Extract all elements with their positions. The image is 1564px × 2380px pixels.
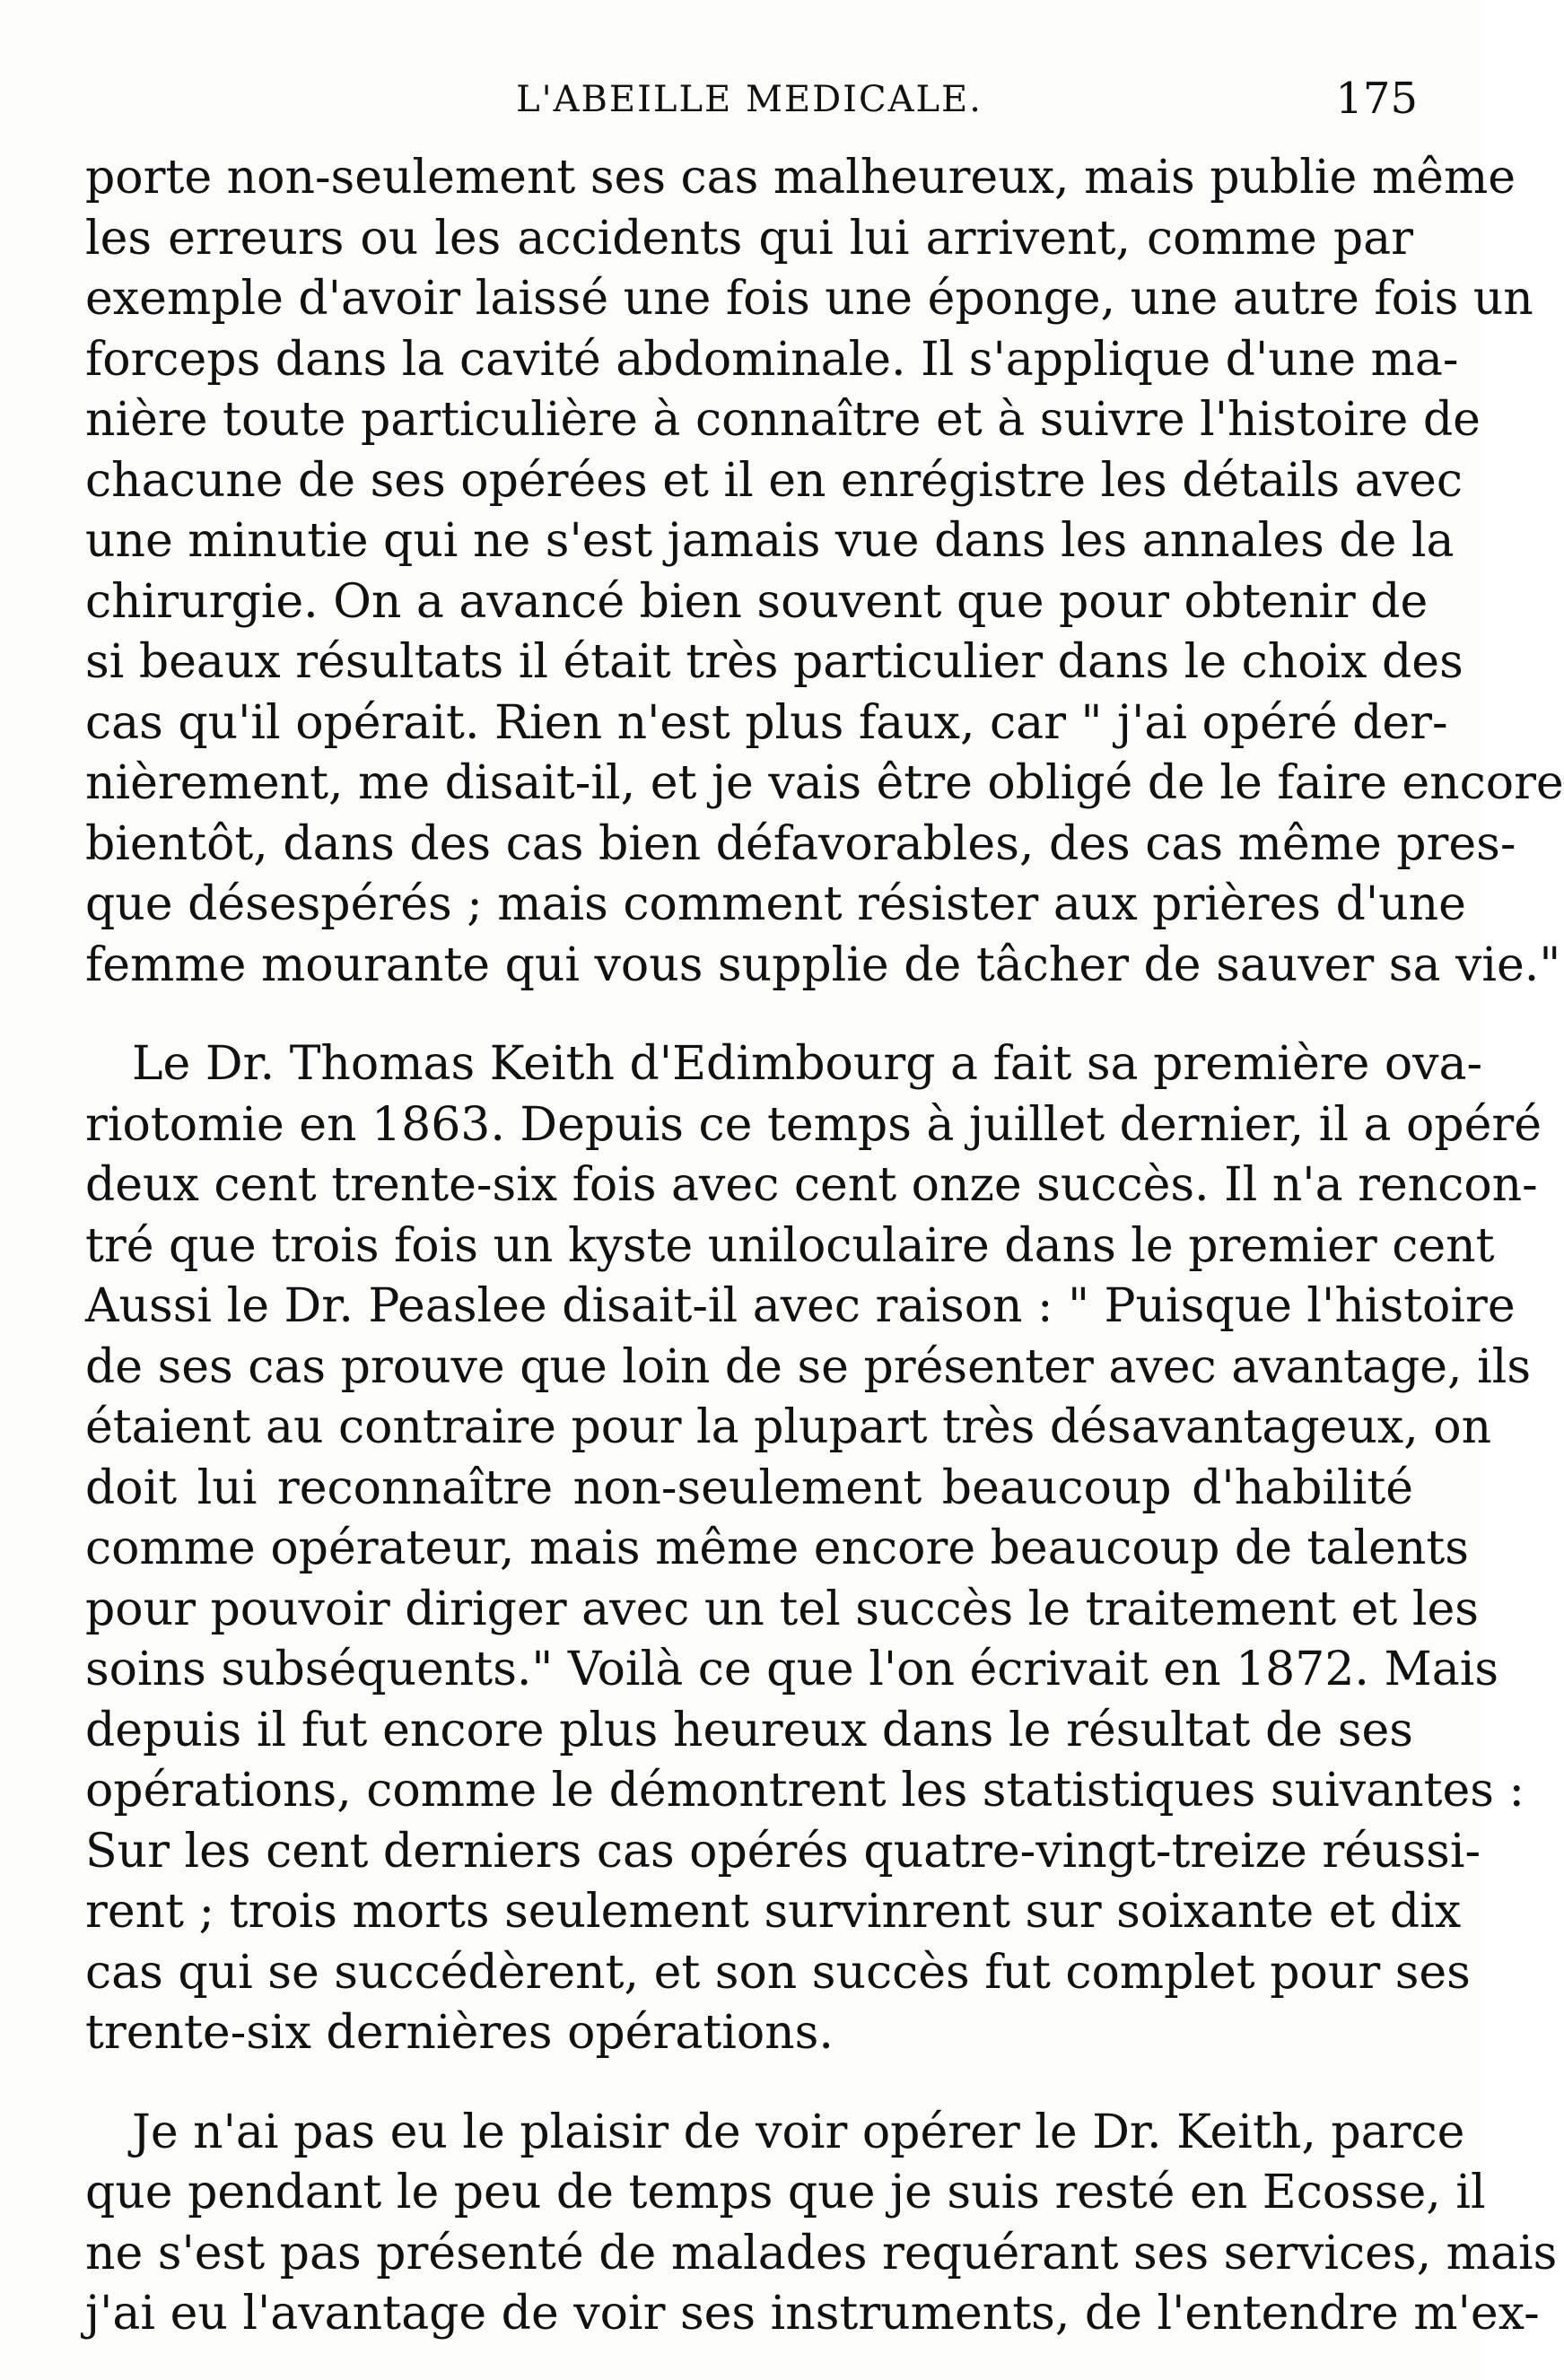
text-line: j'ai eu l'avantage de voir ses instruments, de l'entendre m'ex- xyxy=(85,2287,1540,2341)
paragraph xyxy=(85,2103,1558,2345)
text-line: chirurgie. On a avancé bien souvent que pour obtenir de xyxy=(85,574,1429,629)
text-line: comme opérateur, mais même encore beaucoup de talents xyxy=(85,1521,1469,1575)
text-line: trente-six dernières opérations. xyxy=(85,2006,834,2060)
text-line: porte non-seulement ses cas malheureux, mais publie même xyxy=(85,151,1516,205)
text-line: depuis il fut encore plus heureux dans le résultat de ses xyxy=(85,1703,1413,1757)
text-line: étaient au contraire pour la plupart très désavantageux, on xyxy=(85,1400,1492,1454)
text-line: rent ; trois morts seulement survinrent sur soixante et dix xyxy=(85,1885,1462,1939)
text-line: femme mourante qui vous supplie de tâcher de sauver sa vie." xyxy=(85,937,1561,992)
text-line: Le Dr. Thomas Keith d'Edimbourg a fait sa première ova- xyxy=(132,1037,1483,1091)
text-line: tré que trois fois un kyste uniloculaire dans le premier cent xyxy=(85,1218,1495,1273)
running-title: L'ABEILLE MEDICALE. xyxy=(516,79,983,120)
text-line: cas qui se succédèrent, et son succès fut complet pour ses xyxy=(85,1945,1471,2000)
page-header xyxy=(81,54,1418,153)
text-line: Je n'ai pas eu le plaisir de voir opérer le Dr. Keith, parce xyxy=(132,2105,1465,2159)
text-line: cas qu'il opérait. Rien n'est plus faux, car " j'ai opéré der- xyxy=(85,695,1448,750)
text-line: nière toute particulière à connaître et à suivre l'histoire de xyxy=(85,393,1481,447)
text-line: opérations, comme le démontrent les statistiques suivantes : xyxy=(85,1764,1525,1818)
text-line: doit lui reconnaître non-seulement beaucoup d'habilité xyxy=(85,1460,1413,1515)
paragraph-gap xyxy=(85,2064,1413,2103)
text-line: exemple d'avoir laissé une fois une éponge, une autre fois un xyxy=(85,272,1533,326)
text-line: ne s'est pas présenté de malades requérant ses services, mais xyxy=(85,2226,1558,2280)
text-line: pour pouvoir diriger avec un tel succès le traitement et les xyxy=(85,1582,1479,1636)
text-line: que pendant le peu de temps que je suis resté en Ecosse, il xyxy=(85,2166,1486,2219)
paragraph xyxy=(85,148,1564,996)
body-text xyxy=(85,148,1564,2345)
text-line: forceps dans la cavité abdominale. Il s'applique d'une ma- xyxy=(85,332,1459,387)
text-line: nièrement, me disait-il, et je vais être obligé de le faire encore xyxy=(85,756,1564,810)
text-line: soins subséquents." Voilà ce que l'on écrivait en 1872. Mais xyxy=(85,1643,1499,1696)
text-line: que désespérés ; mais comment résister aux prières d'une xyxy=(85,877,1466,931)
page-number: 175 xyxy=(1335,74,1418,124)
text-line: les erreurs ou les accidents qui lui arrivent, comme par xyxy=(85,211,1413,266)
text-line: si beaux résultats il était très particulier dans le choix des xyxy=(85,635,1464,689)
paragraph-gap xyxy=(85,996,1413,1034)
text-line: Sur les cent derniers cas opérés quatre-vingt-treize réussi- xyxy=(85,1824,1481,1879)
text-line: deux cent trente-six fois avec cent onze succès. Il n'a rencon- xyxy=(85,1158,1538,1212)
text-line: riotomie en 1863. Depuis ce temps à juillet dernier, il a opéré xyxy=(85,1097,1542,1152)
text-line: de ses cas prouve que loin de se présenter avec avantage, ils xyxy=(85,1339,1532,1394)
text-line: chacune de ses opérées et il en enrégistre les détails avec xyxy=(85,453,1463,508)
paragraph xyxy=(85,1034,1542,2064)
text-line: Aussi le Dr. Peaslee disait-il avec raison : " Puisque l'histoire xyxy=(85,1279,1516,1333)
text-line: une minutie qui ne s'est jamais vue dans les annales de la xyxy=(85,514,1455,568)
text-line: bientôt, dans des cas bien défavorables, des cas même pres- xyxy=(85,816,1516,871)
